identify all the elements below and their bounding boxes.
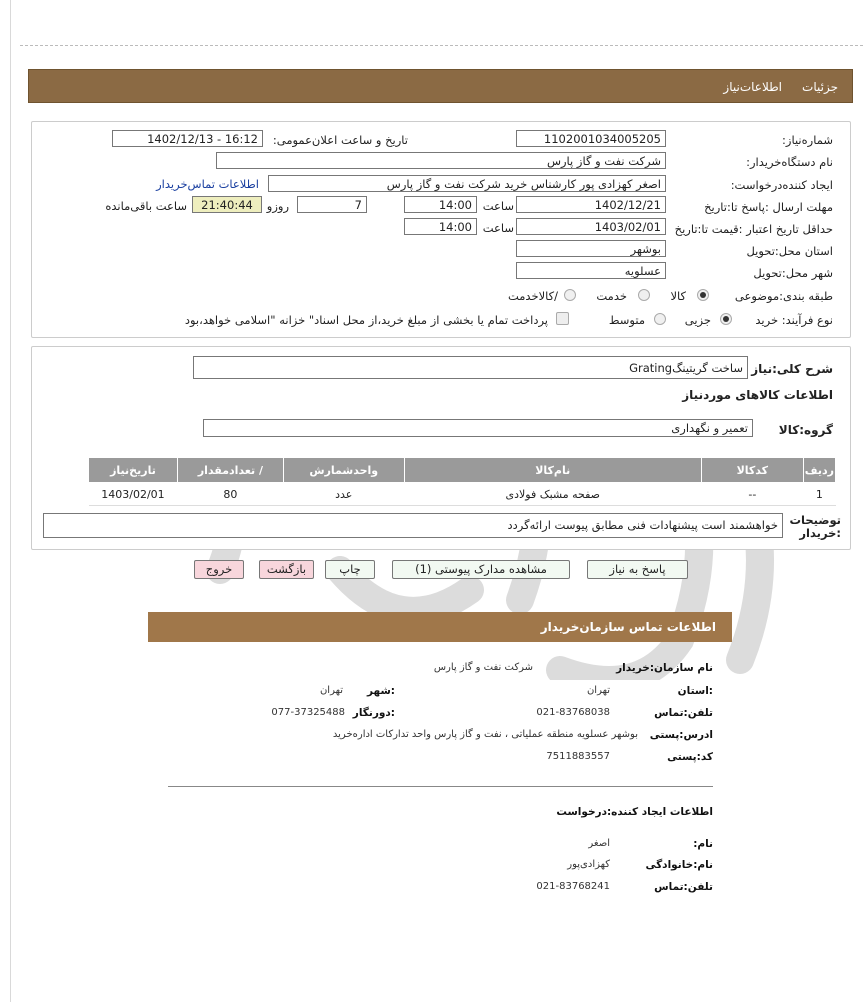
creator-family-label: نام:خانوادگی (645, 859, 713, 871)
contact-phone-value: 021-83768038 (536, 707, 610, 718)
creator-info-title: اطلاعات ایجاد کننده:درخواست (556, 806, 713, 818)
col-unit: واحدشمارش (283, 458, 404, 483)
contact-fax-value: 077-37325488 (271, 707, 345, 718)
creator-field: اصغر کهزادی پور کارشناس خرید شرکت نفت و گاز پارس (268, 175, 666, 192)
contact-city-value: تهران (319, 685, 343, 696)
buyer-notes-label: توضیحات :خریدار (789, 513, 841, 540)
contact-address-label: ادرس:پستی (649, 729, 713, 741)
payment-note: پرداخت تمام یا بخشی از مبلغ خرید،از محل اسناد" خزانه "اسلامی خواهد،بود (184, 313, 548, 327)
contact-postal-label: کد:پستی (667, 751, 713, 763)
category-both-radio[interactable] (564, 289, 576, 301)
contact-address-value: بوشهر عسلویه منطقه عملیاتی ، نفت و گاز پارس واحد تدارکات اداره‌خرید (332, 729, 638, 740)
category-service-label: خدمت (596, 289, 627, 303)
process-partial-label: جزیی (684, 313, 711, 327)
buyer-contact-link[interactable]: اطلاعات تماس‌خریدار (156, 177, 259, 191)
page-header-bar (28, 69, 853, 103)
process-medium-radio[interactable] (654, 313, 666, 325)
contact-province-value: تهران (586, 685, 610, 696)
validity-date-field: 1403/02/01 (516, 218, 666, 235)
print-button[interactable]: چاپ (325, 560, 375, 579)
goods-table (88, 457, 836, 506)
col-name: نام‌کالا (404, 458, 701, 483)
page-left-border (10, 0, 11, 1002)
cell-unit: عدد (283, 483, 404, 506)
buyer-org-field: شرکت نفت و گاز پارس (216, 152, 666, 169)
top-divider (20, 45, 863, 46)
deadline-label: مهلت ارسال :پاسخ تا:تاریخ (704, 200, 833, 214)
col-code: کدکالا (701, 458, 803, 483)
category-label: طبقه بندی:موضوعی (734, 289, 833, 303)
creator-family-value: کهزادی‌پور (567, 859, 610, 870)
payment-checkbox[interactable] (556, 312, 569, 325)
category-both-label: /کالاخدمت (507, 289, 558, 303)
process-label: نوع فرآیند: خرید (755, 313, 833, 327)
contact-phone-label: تلفن:تماس (654, 707, 713, 719)
process-medium-label: متوسط (608, 313, 645, 327)
buyer-org-label: نام دستگاه‌خریدار: (746, 155, 833, 169)
tab-details[interactable]: جزئیات (802, 80, 838, 94)
contact-postal-value: 7511883557 (546, 751, 610, 762)
exit-button[interactable]: خروج (194, 560, 244, 579)
days-field: 7 (297, 196, 367, 213)
category-goods-radio[interactable] (697, 289, 709, 301)
group-field: تعمیر و نگهداری (203, 419, 753, 437)
summary-label: شرح کلی:نیاز (751, 362, 833, 376)
province-field: بوشهر (516, 240, 666, 257)
city-field: عسلویه (516, 262, 666, 279)
process-partial-radio[interactable] (720, 313, 732, 325)
creator-name-value: اصغر (588, 838, 610, 849)
deadline-time-field: 14:00 (404, 196, 477, 213)
cell-idx: 1 (803, 483, 835, 506)
tab-need-info[interactable]: اطلاعات‌نیاز (723, 80, 782, 94)
attachments-button[interactable]: مشاهده مدارک پیوستی (1) (392, 560, 570, 579)
announce-field: 1402/12/13 - 16:12 (112, 130, 263, 147)
group-label: گروه:کالا (778, 423, 833, 437)
summary-field: ساخت گریتینگGrating (193, 356, 748, 379)
days-label: روزو (266, 199, 289, 213)
cell-date: 1403/02/01 (89, 483, 178, 506)
cell-qty: 80 (177, 483, 283, 506)
buyer-contact-title: اطلاعات تماس سازمان‌خریدار (540, 620, 716, 634)
creator-label: ایجاد کننده‌درخواست: (730, 178, 833, 192)
remaining-timer: 21:40:44 (192, 196, 262, 213)
cell-name: صفحه مشبک فولادی (404, 483, 701, 506)
category-service-radio[interactable] (638, 289, 650, 301)
table-row (89, 483, 836, 506)
remaining-label: ساعت باقی‌مانده (105, 199, 187, 213)
announce-label: تاریخ و ساعت اعلان‌عمومی: (272, 133, 408, 147)
buyer-contact-header (148, 612, 732, 642)
contact-city-label: :شهر (367, 685, 395, 697)
need-number-field: 1102001034005205 (516, 130, 666, 147)
goods-info-title: اطلاعات کالاهای موردنیاز (682, 388, 833, 402)
city-label: شهر محل:تحویل (753, 266, 833, 280)
validity-time-label: ساعت (482, 221, 514, 235)
col-qty: / تعدادمقدار (177, 458, 283, 483)
org-value: شرکت نفت و گاز پارس (433, 662, 533, 673)
col-date: تاریخ‌نیاز (89, 458, 178, 483)
reply-button[interactable]: پاسخ به نیاز (587, 560, 688, 579)
contact-divider (168, 786, 713, 787)
back-button[interactable]: بازگشت (259, 560, 314, 579)
deadline-time-label: ساعت (482, 199, 514, 213)
validity-label: حداقل تاریخ اعتبار :قیمت تا:تاریخ (674, 222, 833, 236)
deadline-date-field: 1402/12/21 (516, 196, 666, 213)
province-label: استان محل:تحویل (746, 244, 833, 258)
contact-fax-label: :دورنگار (352, 707, 395, 719)
need-number-label: شماره‌نیاز: (782, 133, 833, 147)
creator-phone-label: تلفن:تماس (654, 881, 713, 893)
org-label: نام سازمان:خریدار (616, 662, 713, 674)
creator-phone-value: 021-83768241 (536, 881, 610, 892)
category-goods-label: کالا (670, 289, 686, 303)
creator-name-label: نام: (693, 838, 713, 850)
cell-code: -- (701, 483, 803, 506)
goods-table-header (89, 458, 836, 483)
col-idx: ردیف (803, 458, 835, 483)
buyer-notes-field: خواهشمند است پیشنهادات فنی مطابق پیوست ارائه‌گردد (43, 513, 783, 538)
validity-time-field: 14:00 (404, 218, 477, 235)
contact-province-label: :استان (677, 685, 713, 697)
